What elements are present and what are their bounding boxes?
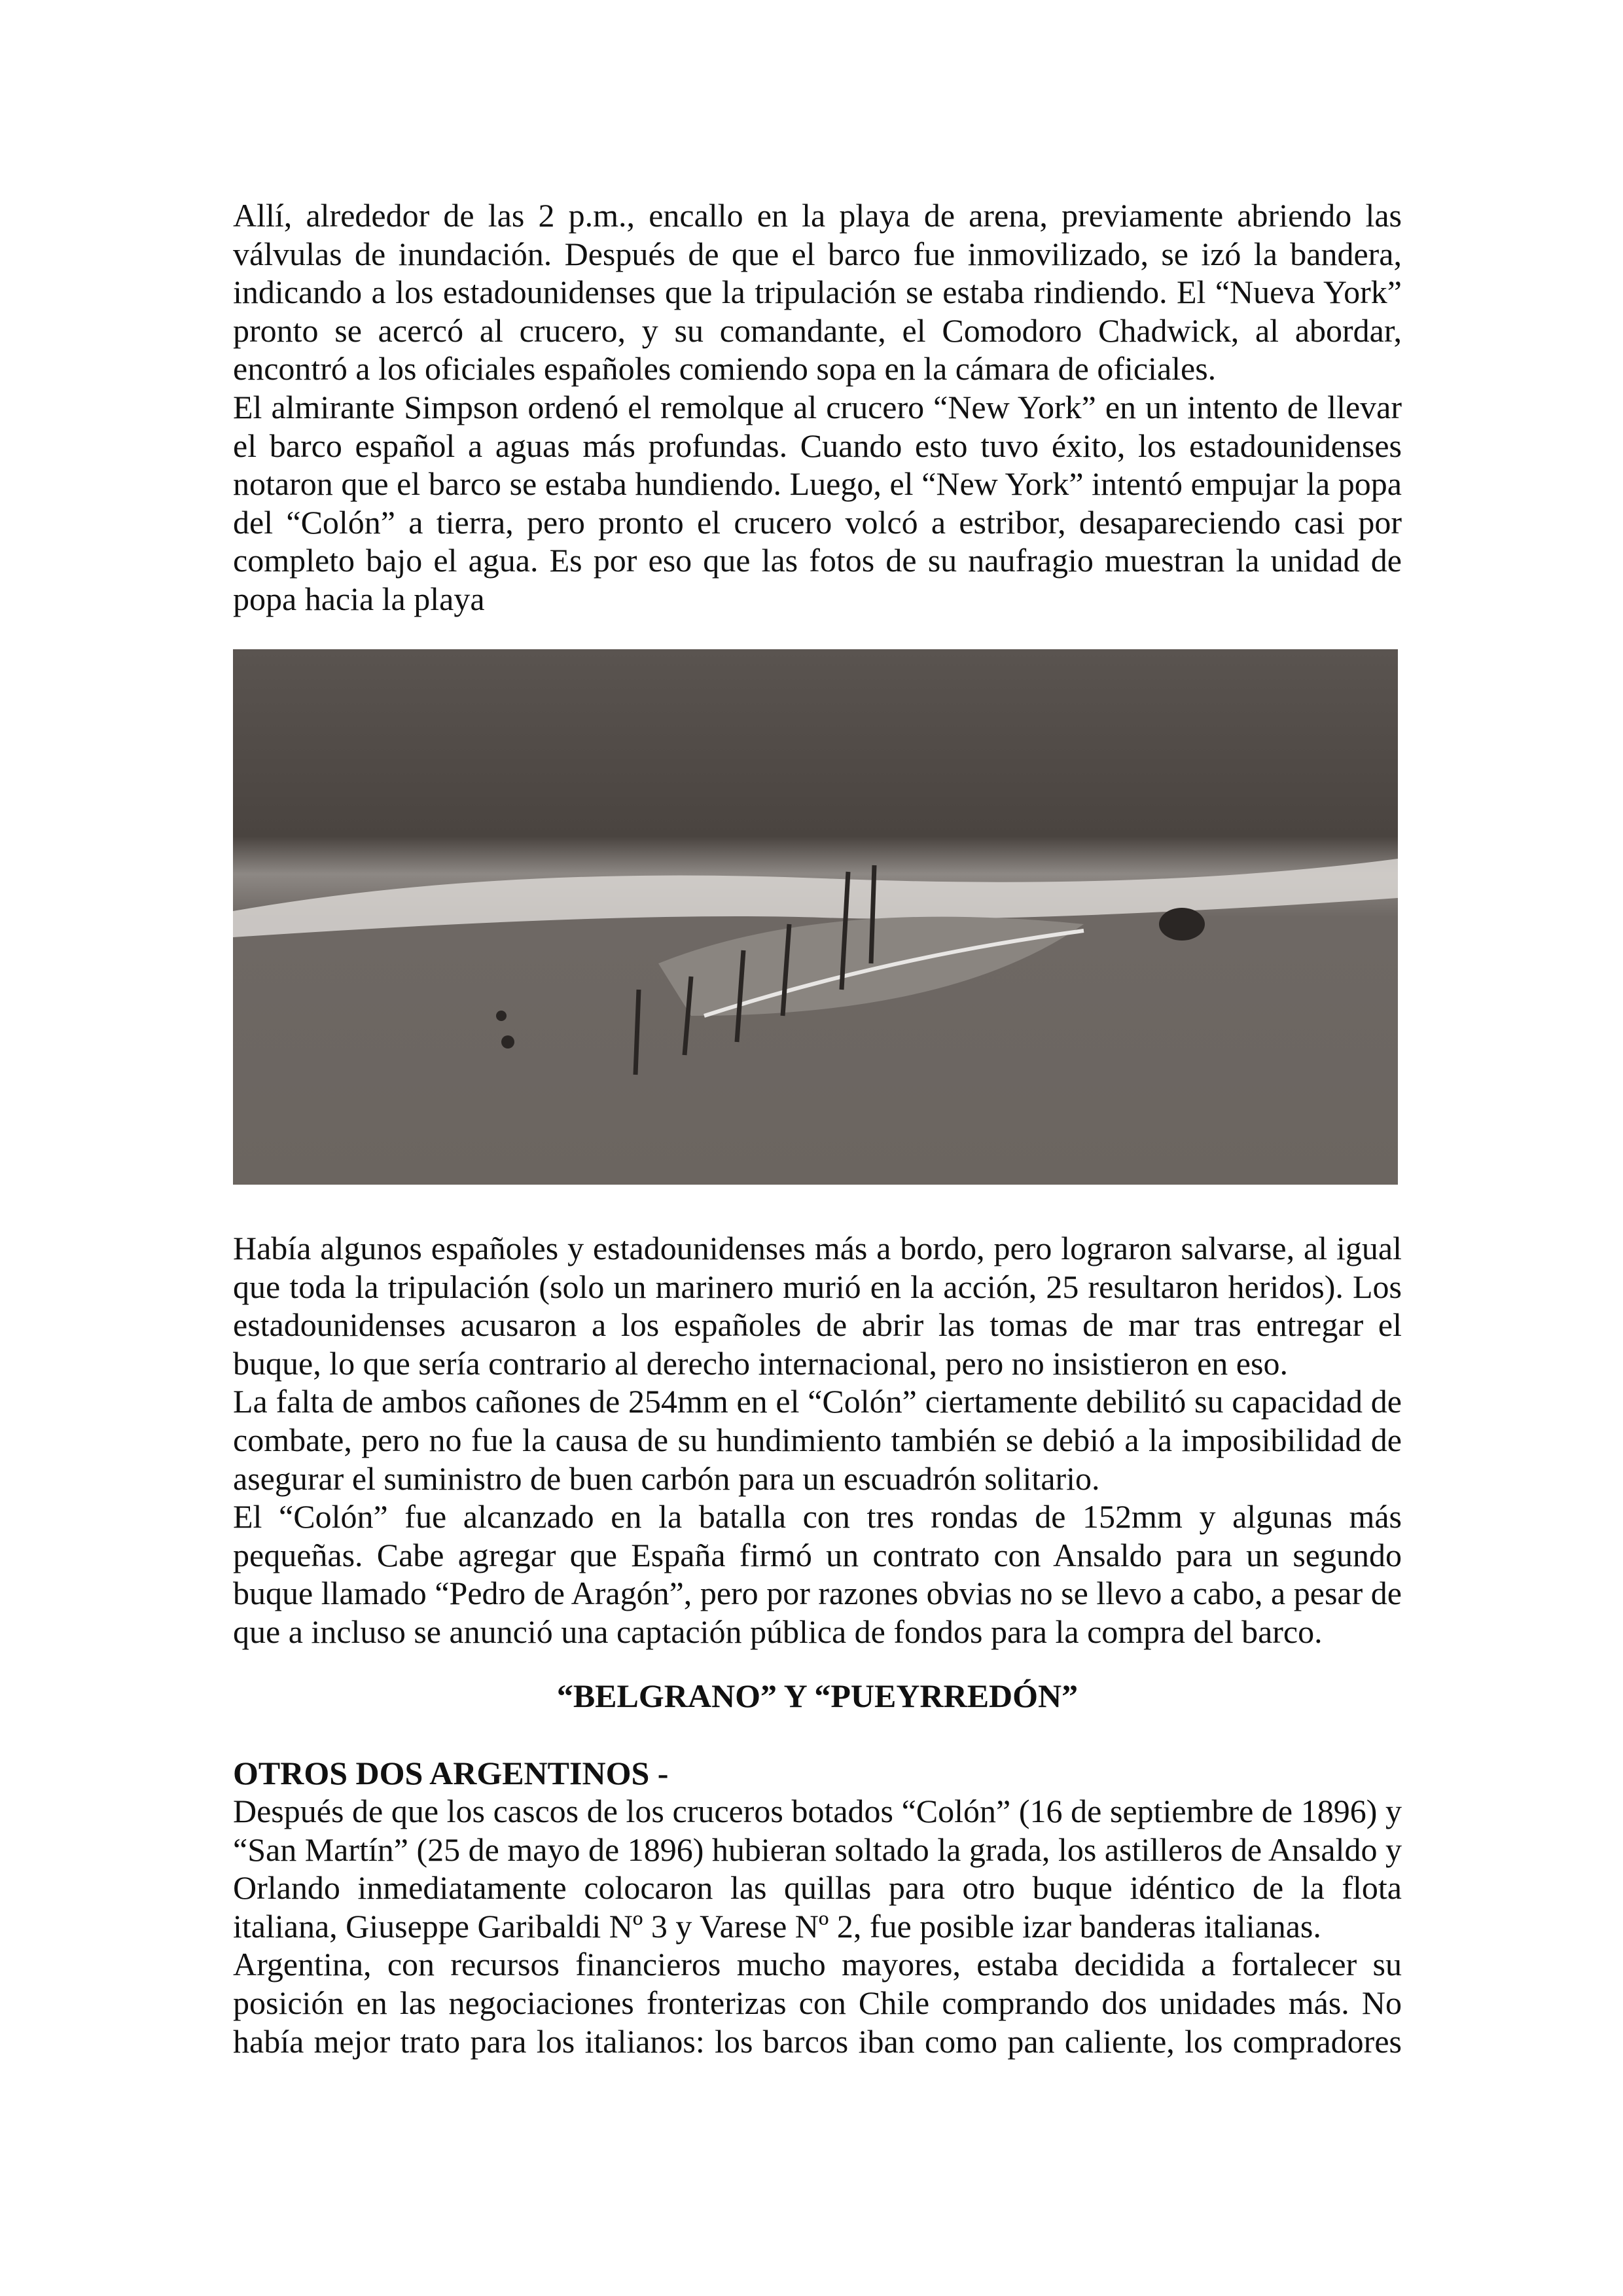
paragraph: Había algunos españoles y estadounidenses más a bordo, pero lograron salvarse, al igual que toda la tripulación (solo un marinero murió en la acción, 25 resultaron heridos). Los estadounidenses acusaron a los españoles de abrir las tomas de mar tras entregar el buque, lo que sería contrario al derecho internacional, pero no insistieron en eso.	[233, 1230, 1402, 1382]
section-3	[233, 1792, 1402, 2060]
section-subtitle: OTROS DOS ARGENTINOS -	[233, 1755, 669, 1791]
section-1	[233, 196, 1402, 619]
paragraph: El almirante Simpson ordenó el remolque al crucero “New York” en un intento de llevar el barco español a aguas más profundas. Cuando esto tuvo éxito, los estadounidenses notaron que el barco se estaba hundiendo. Luego, el “New York” intentó empujar la popa del “Colón” a tierra, pero pronto el crucero volcó a estribor, desapareciendo casi por completo bajo el agua. Es por eso que las fotos de su naufragio muestran la unidad de popa hacia la playa	[233, 388, 1402, 617]
paragraph: Argentina, con recursos financieros mucho mayores, estaba decidida a fortalecer su posición en las negociaciones fronterizas con Chile comprando dos unidades más. No había mejor trato para los italianos: los barcos iban como pan caliente, los compradores	[233, 1946, 1402, 2060]
paragraph: Allí, alrededor de las 2 p.m., encallo en la playa de arena, previamente abriendo las válvulas de inundación. Después de que el barco fue inmovilizado, se izó la bandera, indicando a los estadounidenses que la tripulación se estaba rindiendo. El “Nueva York” pronto se acercó al crucero, y su comandante, el Comodoro Chadwick, al abordar, encontró a los oficiales españoles comiendo sopa en la cámara de oficiales.	[233, 197, 1402, 387]
paragraph: Después de que los cascos de los cruceros botados “Colón” (16 de septiembre de 1896) y “San Martín” (25 de mayo de 1896) hubieran soltado la grada, los astilleros de Ansaldo y Orlando inmediatamente colocaron las quillas para otro buque idéntico de la flota italiana, Giuseppe Garibaldi Nº 3 y Varese Nº 2, fue posible izar banderas italianas.	[233, 1793, 1402, 1945]
section-2	[233, 1229, 1402, 1651]
section-title: “BELGRANO” Y “PUEYRREDÓN”	[556, 1677, 1079, 1714]
shipwreck-photo	[233, 649, 1398, 1185]
paragraph: El “Colón” fue alcanzado en la batalla con tres rondas de 152mm y algunas más pequeñas. Cabe agregar que España firmó un contrato con Ansaldo para un segundo buque llamado “Pedro de Aragón”, pero por razones obvias no se llevo a cabo, a pesar de que a incluso se anunció una captación pública de fondos para la compra del barco.	[233, 1498, 1402, 1650]
paragraph: La falta de ambos cañones de 254mm en el “Colón” ciertamente debilitó su capacidad de combate, pero no fue la causa de su hundimiento también se debió a la imposibilidad de asegurar el suministro de buen carbón para un escuadrón solitario.	[233, 1383, 1402, 1497]
